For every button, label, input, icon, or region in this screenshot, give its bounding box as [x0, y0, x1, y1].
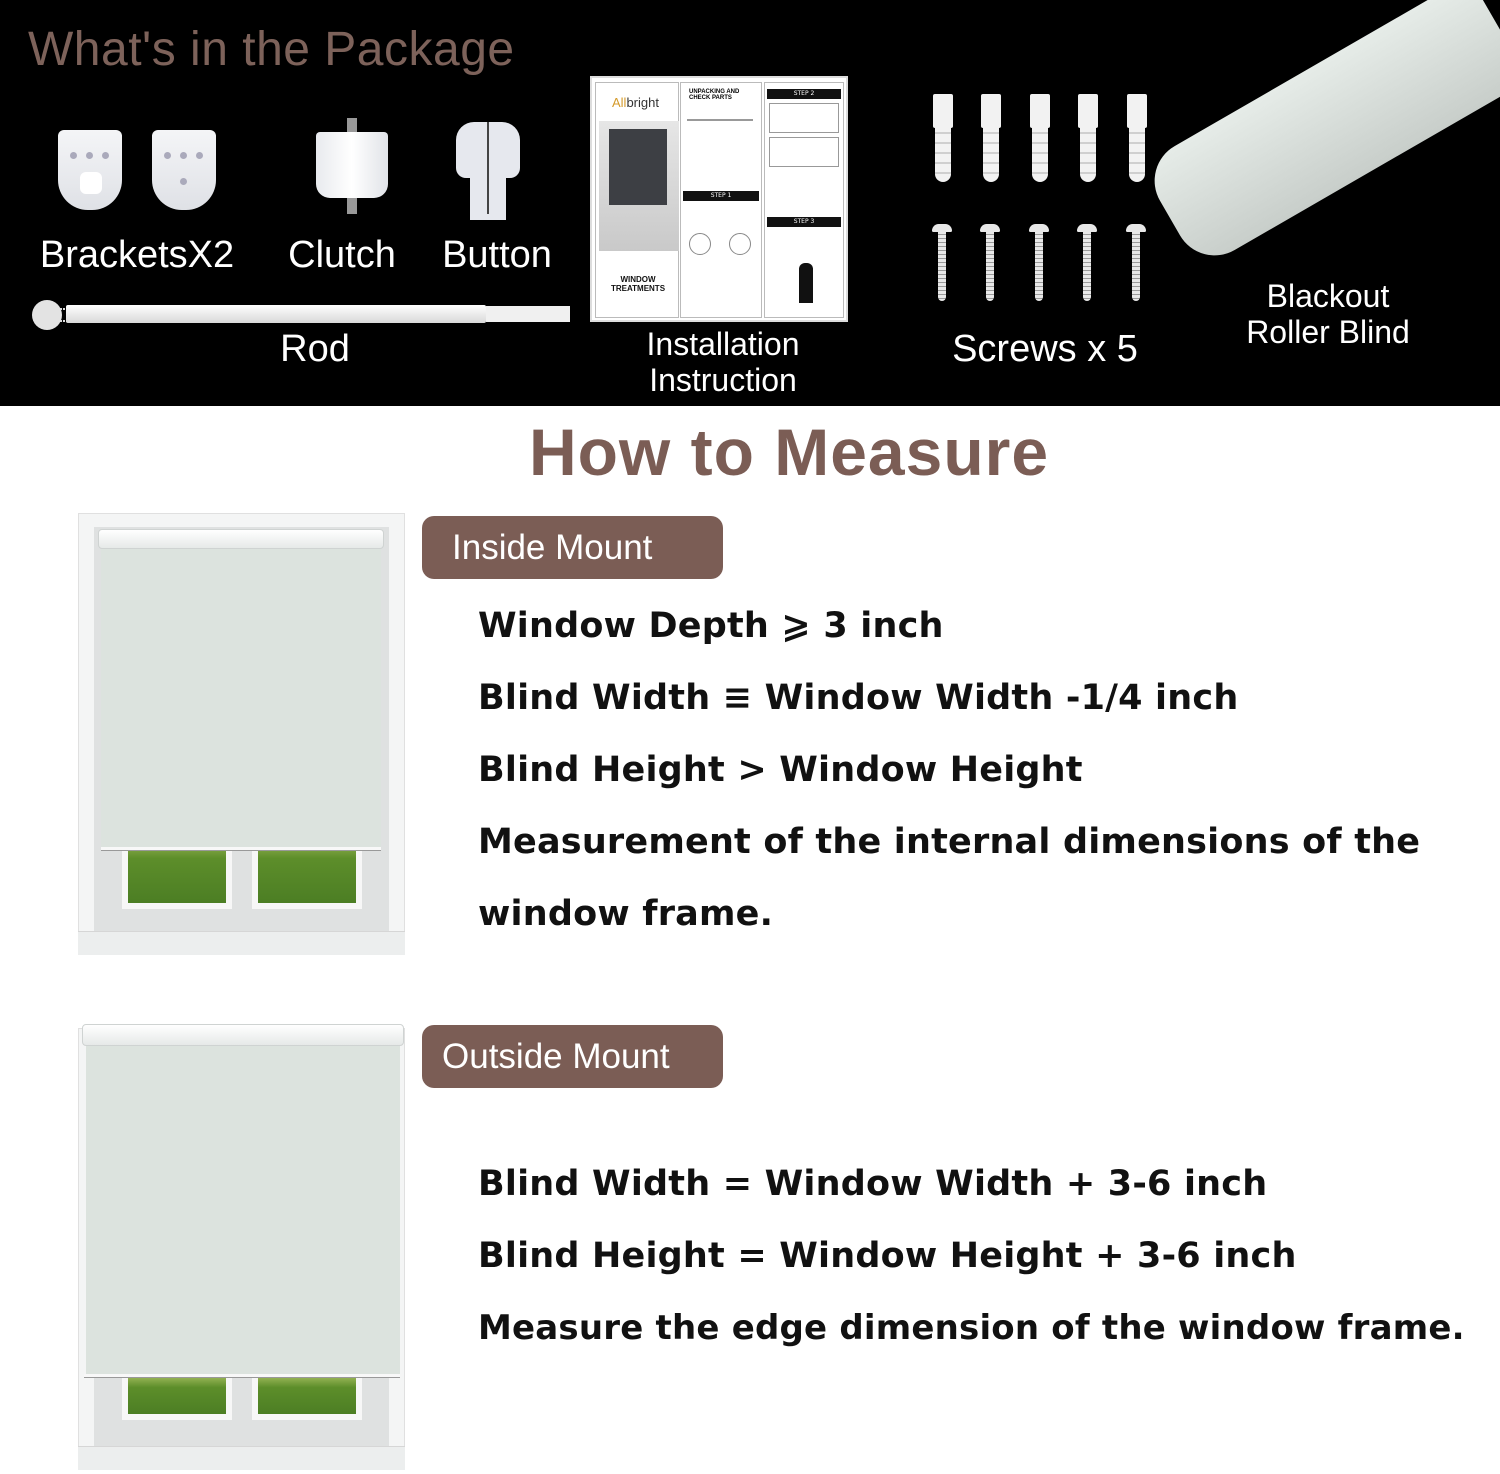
- outside-mount-illustration: [78, 1018, 405, 1472]
- clutch-icon: [316, 118, 388, 218]
- wall-anchor-icon: [979, 94, 1003, 186]
- inside-rule-depth: Window Depth ⩾ 3 inch: [478, 606, 944, 646]
- manual-cover: [595, 82, 679, 318]
- outside-mount-badge: Outside Mount: [422, 1025, 723, 1088]
- screw-icon: [980, 224, 1000, 302]
- outside-rule-height: Blind Height = Window Height + 3-6 inch: [478, 1236, 1297, 1276]
- screw-icon: [1126, 224, 1146, 302]
- rod-end-icon: [486, 306, 570, 322]
- rod-label: Rod: [280, 328, 350, 370]
- blind-label: Blackout Roller Blind: [1246, 278, 1410, 350]
- manual-cover-title: WINDOW TREATMENTS: [610, 275, 666, 293]
- button-part-icon: [456, 122, 520, 220]
- outside-rule-width: Blind Width = Window Width + 3-6 inch: [478, 1164, 1268, 1204]
- bracket-icon: [152, 130, 216, 210]
- manual-step2: STEP 2: [767, 89, 841, 99]
- inside-rule-height: Blind Height > Window Height: [478, 750, 1083, 790]
- rod-chain-wheel-icon: [32, 300, 62, 330]
- screw-icon: [932, 224, 952, 302]
- manual-step3: STEP 3: [767, 217, 841, 227]
- rod-icon: [66, 305, 486, 323]
- installation-label: Installation Instruction: [646, 326, 800, 398]
- manual-panel-steps: [764, 82, 844, 318]
- outside-rule-note: Measure the edge dimension of the window frame.: [478, 1308, 1465, 1348]
- wall-anchor-icon: [1125, 94, 1149, 186]
- installation-manual-image: [590, 76, 848, 322]
- screw-icon: [1029, 224, 1049, 302]
- clutch-label: Clutch: [288, 234, 396, 276]
- inside-rule-note-line2: window frame.: [478, 894, 774, 934]
- button-label: Button: [442, 234, 552, 276]
- brackets-label: BracketsX2: [39, 234, 235, 276]
- manual-panel-heading: UNPACKING AND CHECK PARTS: [689, 89, 740, 101]
- screws-label: Screws x 5: [952, 328, 1138, 370]
- wall-anchor-icon: [1028, 94, 1052, 186]
- wall-anchor-icon: [931, 94, 955, 186]
- package-section: [0, 0, 1500, 406]
- inside-rule-width: Blind Width ≡ Window Width -1/4 inch: [478, 678, 1239, 718]
- package-title: What's in the Package: [28, 23, 515, 76]
- screw-icon: [1077, 224, 1097, 302]
- inside-mount-illustration: [78, 513, 405, 955]
- how-to-measure-title: How to Measure: [528, 415, 1050, 489]
- inside-rule-note-line1: Measurement of the internal dimensions of the: [478, 822, 1421, 862]
- bracket-icon: [58, 130, 122, 210]
- wall-anchor-icon: [1076, 94, 1100, 186]
- manual-cover-photo: [599, 121, 679, 251]
- manual-panel-parts: [680, 82, 762, 318]
- manual-step1: STEP 1: [683, 191, 759, 201]
- roller-blind-image: [1140, 0, 1500, 270]
- manual-brand: Allbright: [612, 95, 659, 110]
- inside-mount-badge: Inside Mount: [422, 516, 723, 579]
